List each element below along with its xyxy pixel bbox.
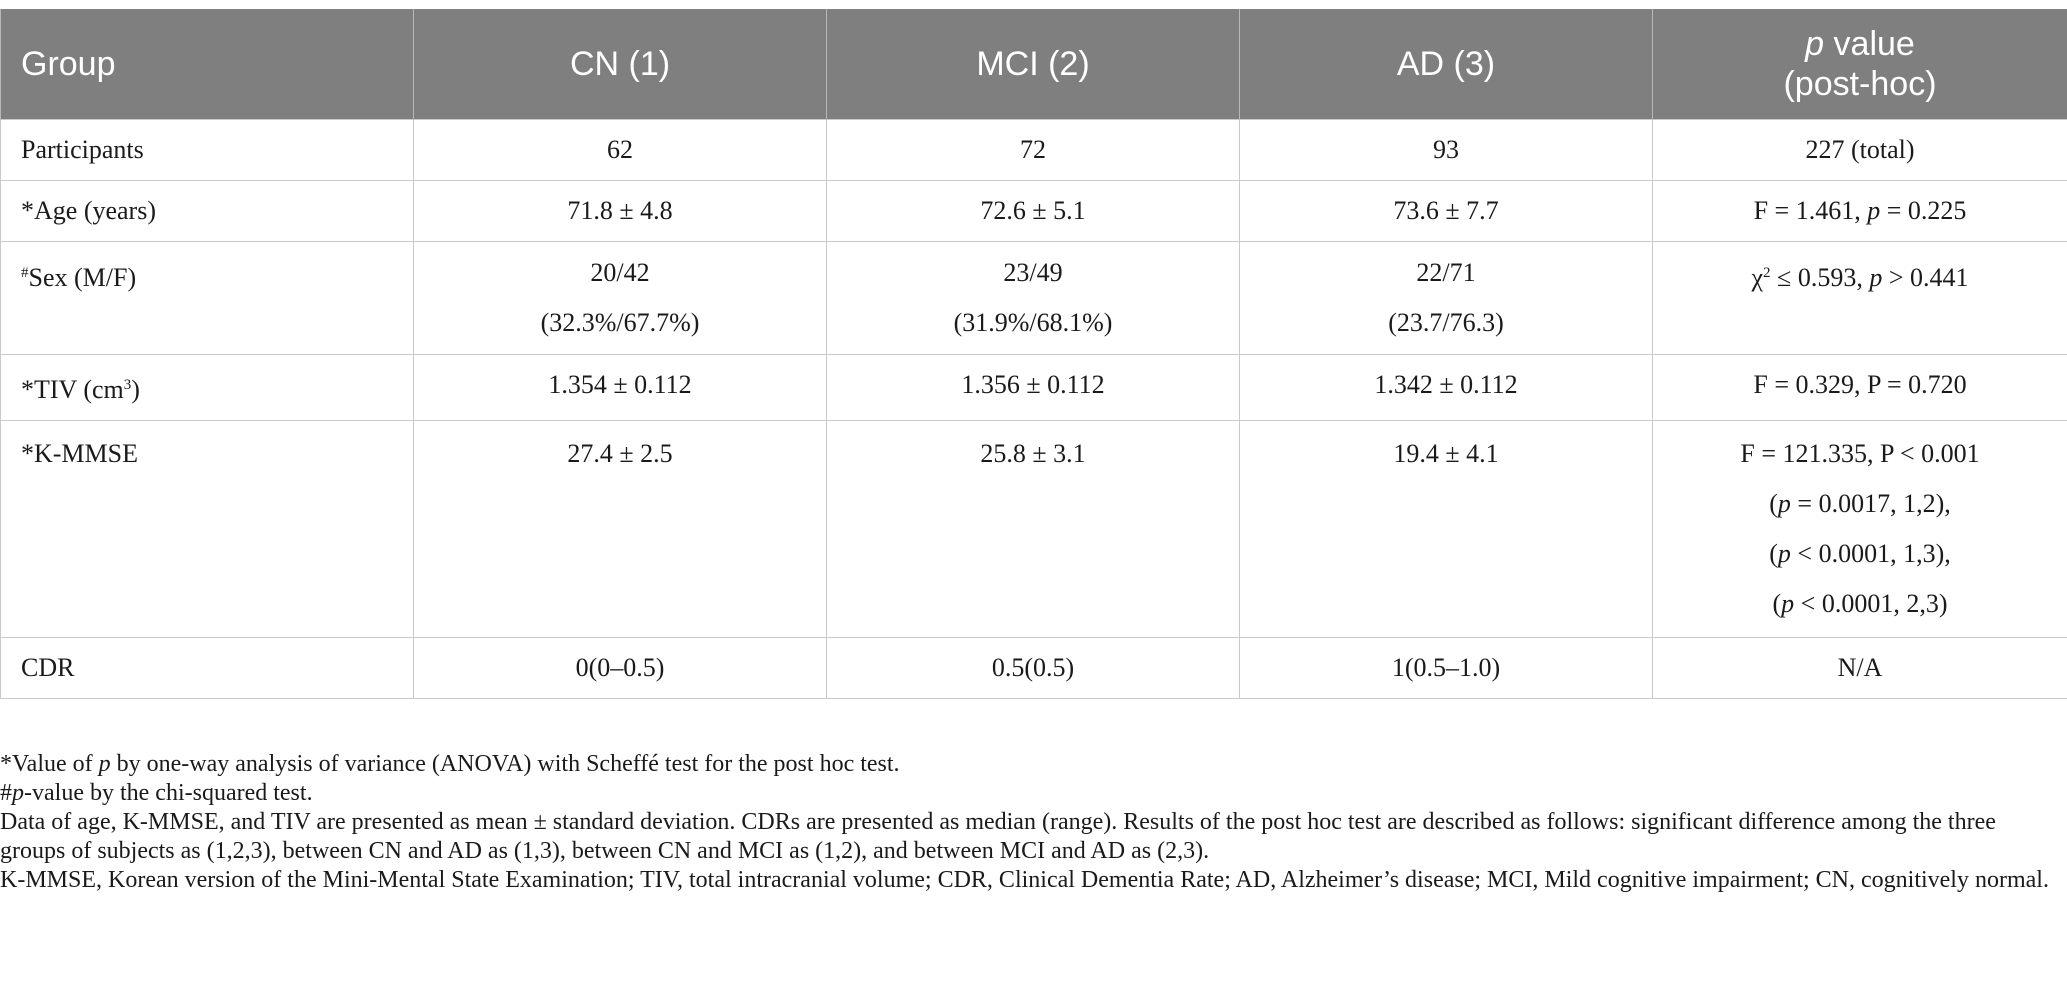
- header-ad: AD (3): [1240, 9, 1653, 120]
- cell-cdr-p: N/A: [1653, 638, 2067, 699]
- row-label-kmmse: *K-MMSE: [1, 421, 414, 638]
- footnote-data-description: Data of age, K-MMSE, and TIV are presented as mean ± standard deviation. CDRs are presented as median (range). Results of the post hoc test are described as follows: significant difference among the three groups of subjects as (1,2,3), between CN and AD as (1,3), between CN and MCI as (1,2), and between MCI and AD as (2,3).: [0, 809, 1996, 864]
- sex-p-sup: 2: [1763, 265, 1771, 281]
- footnote-anova-post: by one-way analysis of variance (ANOVA) with Scheffé test for the post hoc test.: [110, 751, 900, 777]
- table-row: [1, 120, 2067, 181]
- cell-cdr-cn: 0(0–0.5): [414, 638, 827, 699]
- table-row: [1, 638, 2067, 699]
- footnote-chisq-pre: #: [0, 780, 12, 806]
- sex-p-italic: p: [1869, 263, 1883, 292]
- header-pvalue-line2: (post-hoc): [1783, 65, 1937, 103]
- kmmse-p4-post: < 0.0001, 2,3): [1794, 589, 1948, 618]
- cell-participants-mci: 72: [827, 120, 1240, 181]
- row-label-sex: [1, 242, 414, 355]
- cell-age-mci: 72.6 ± 5.1: [827, 181, 1240, 242]
- cell-cdr-mci: 0.5(0.5): [827, 638, 1240, 699]
- cell-age-ad: 73.6 ± 7.7: [1240, 181, 1653, 242]
- header-pvalue: [1653, 9, 2067, 120]
- sex-mci-pct: (31.9%/68.1%): [953, 308, 1113, 337]
- footnote-anova-italic: p: [98, 751, 111, 777]
- row-label-cdr: CDR: [1, 638, 414, 699]
- footnote-anova: [0, 750, 2062, 779]
- sex-ad-count: 22/71: [1416, 258, 1476, 287]
- sex-p-chi: χ: [1751, 263, 1764, 292]
- row-label-age: *Age (years): [1, 181, 414, 242]
- row-label-participants: Participants: [1, 120, 414, 181]
- header-pvalue-p: p: [1805, 25, 1825, 63]
- cell-kmmse-p: [1653, 421, 2067, 638]
- table-footnotes: [0, 750, 2062, 895]
- kmmse-p4-italic: p: [1781, 589, 1795, 618]
- tiv-label-pre: *TIV (cm: [21, 375, 124, 404]
- cell-age-p: [1653, 181, 2067, 242]
- kmmse-p-line1: F = 121.335, P < 0.001: [1740, 439, 1980, 468]
- sex-p-post: > 0.441: [1882, 263, 1969, 292]
- age-p-italic: p: [1867, 196, 1881, 225]
- age-p-pre: F = 1.461,: [1753, 196, 1868, 225]
- cell-participants-ad: 93: [1240, 120, 1653, 181]
- kmmse-p-line4: [1673, 579, 2047, 629]
- cell-sex-p: [1653, 242, 2067, 355]
- cell-age-cn: 71.8 ± 4.8: [414, 181, 827, 242]
- kmmse-p-line2: [1673, 479, 2047, 529]
- kmmse-p-line3: [1673, 529, 2047, 579]
- cell-tiv-p: F = 0.329, P = 0.720: [1653, 355, 2067, 421]
- kmmse-p3-italic: p: [1777, 539, 1791, 568]
- table-row: [1, 355, 2067, 421]
- kmmse-p2-italic: p: [1777, 489, 1791, 518]
- footnote-chisq-post: -value by the chi-squared test.: [24, 780, 313, 806]
- cell-kmmse-ad: 19.4 ± 4.1: [1240, 421, 1653, 638]
- cell-cdr-ad: 1(0.5–1.0): [1240, 638, 1653, 699]
- sex-mark: #: [21, 265, 29, 281]
- kmmse-p2-pre: (: [1769, 489, 1778, 518]
- cell-sex-ad: [1240, 242, 1653, 355]
- cell-sex-cn: [414, 242, 827, 355]
- sex-cn-pct: (32.3%/67.7%): [540, 308, 700, 337]
- sex-label: Sex (M/F): [28, 263, 137, 292]
- sex-mci-count: 23/49: [1003, 258, 1063, 287]
- table-row: [1, 421, 2067, 638]
- sex-p-mid: ≤ 0.593,: [1770, 263, 1870, 292]
- cell-tiv-ad: 1.342 ± 0.112: [1240, 355, 1653, 421]
- cell-participants-p: 227 (total): [1653, 120, 2067, 181]
- cell-tiv-mci: 1.356 ± 0.112: [827, 355, 1240, 421]
- sex-ad-pct: (23.7/76.3): [1388, 308, 1504, 337]
- cell-tiv-cn: 1.354 ± 0.112: [414, 355, 827, 421]
- tiv-label-post: ): [131, 375, 140, 404]
- cell-kmmse-mci: 25.8 ± 3.1: [827, 421, 1240, 638]
- kmmse-p4-pre: (: [1772, 589, 1782, 618]
- age-p-post: = 0.225: [1880, 196, 1967, 225]
- cell-sex-mci: [827, 242, 1240, 355]
- header-pvalue-rest: value: [1824, 25, 1915, 63]
- kmmse-p3-post: < 0.0001, 1,3),: [1790, 539, 1951, 568]
- table-row: [1, 242, 2067, 355]
- demographics-table: [0, 9, 2067, 699]
- cell-kmmse-cn: 27.4 ± 2.5: [414, 421, 827, 638]
- table-container: [0, 9, 2067, 699]
- header-cn: CN (1): [414, 9, 827, 120]
- table-row: [1, 181, 2067, 242]
- header-group: Group: [1, 9, 414, 120]
- footnote-anova-pre: *Value of: [0, 751, 99, 777]
- footnote-chisq-italic: p: [12, 780, 24, 806]
- footnote-abbreviations: K-MMSE, Korean version of the Mini-Mental State Examination; TIV, total intracranial volume; CDR, Clinical Dementia Rate; AD, Alzheimer’s disease; MCI, Mild cognitive impairment; CN, cognitively normal.: [0, 867, 2049, 893]
- header-mci: MCI (2): [827, 9, 1240, 120]
- footnote-chisq: [0, 779, 2062, 808]
- tiv-label-sup: 3: [123, 377, 132, 393]
- sex-cn-count: 20/42: [590, 258, 650, 287]
- kmmse-p2-post: = 0.0017, 1,2),: [1790, 489, 1951, 518]
- cell-participants-cn: 62: [414, 120, 827, 181]
- header-row: [1, 9, 2067, 120]
- row-label-tiv: [1, 355, 414, 421]
- kmmse-p3-pre: (: [1769, 539, 1778, 568]
